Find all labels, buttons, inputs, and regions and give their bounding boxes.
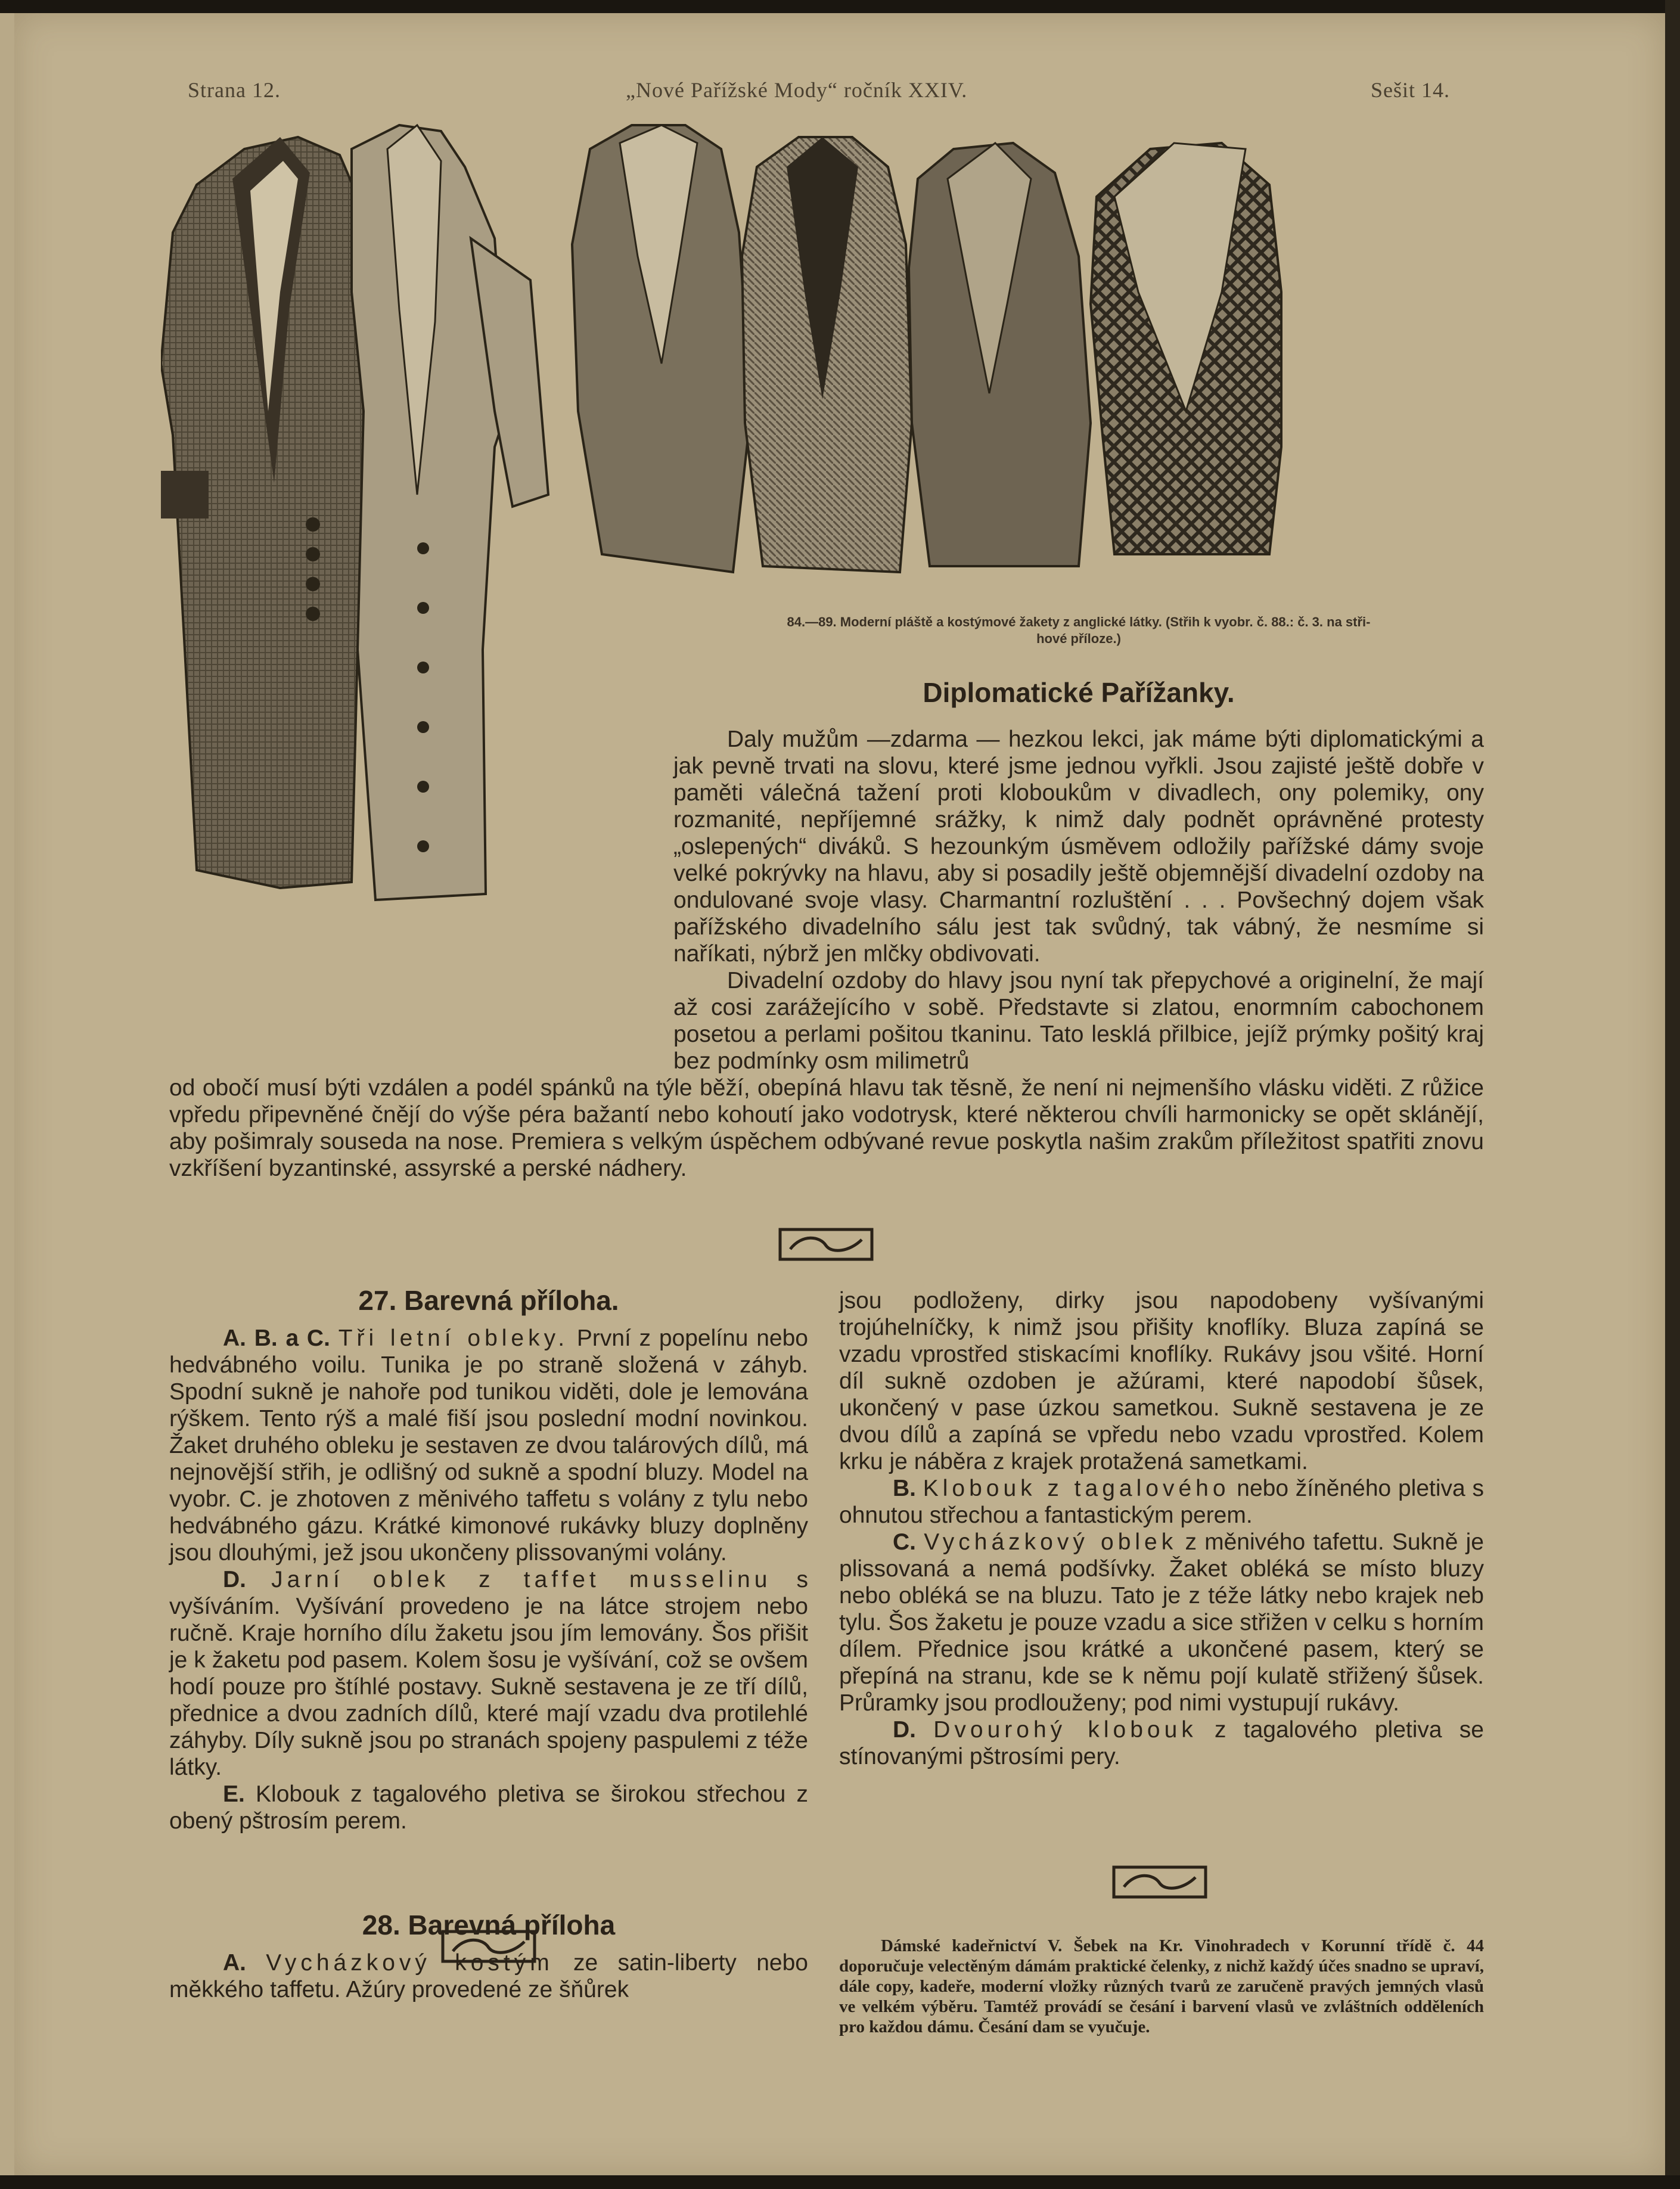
scan-bottom-edge — [0, 2175, 1680, 2189]
d-heading: Jarní oblek z taffet musselinu — [271, 1567, 772, 1592]
section-27-e — [169, 1781, 808, 1834]
c-text: z měnivého tafettu. Sukně je plissovaná a nemá podšívky. Žaket obléká se místo bluzy nebo obléká se na bluzu. Tato je z téže látky nebo krajek neb tylu. Šos žaketu je pouze vzadu a sice střižen v celku s horním dílem. Přednice jsou krátké a ukončené pasem, který se přepíná na stranu, kde se k němu pojí kulatě střižený šůsek. Průramky jsou prodlouženy; pod nimi vystupují rukávy. — [839, 1529, 1484, 1716]
e-label: E. — [223, 1781, 245, 1807]
advertisement-text: Dámské kadeřnictví V. Šebek na Kr. Vinohradech v Korunní třídě č. 44 doporučuje velectěným dámám praktické čelenky, z nichž každý účes snadno se upraví, dále copy, kadeře, moderní vložky různých tvarů ze zaručeně pravých jemných vlasů ve velkém výběru. Tamtéž provádí se česání i barvení vlasů ve zvláštních odděleních pro každou dámu. Česání dam se vyučuje. — [839, 1936, 1484, 2036]
scan-top-edge — [0, 0, 1680, 13]
a-text: ze satin-liberty nebo měkkého taffetu. Ažúry provedené ze šňůrek — [169, 1950, 808, 2002]
ornament-divider — [1112, 1865, 1207, 1899]
a-label: A. — [223, 1950, 246, 1976]
page-number: Strana 12. — [188, 78, 281, 102]
jacket-86 — [572, 125, 751, 572]
article-paragraph-2: Divadelní ozdoby do hlavy jsou nyní tak přepychové a originelní, že mají až cosi zarážejícího v sobě. Představte si zlatou, enormním cabochonem posetou a perlami pošitou tkaninu. Tato lesklá přilbice, jejíž prýmky pošitý kraj bez podmínky osm milimetrů — [673, 968, 1484, 1074]
section-27-title: 27. Barevná příloha. — [358, 1285, 619, 1316]
issue-number: Sešit 14. — [1371, 78, 1451, 102]
ornament-divider — [441, 1930, 536, 1963]
section-28-b — [839, 1475, 1484, 1529]
coat-85 — [352, 125, 548, 900]
b-text: nebo žíněného pletiva s ohnutou střechou a fantastickým perem. — [839, 1476, 1484, 1528]
e-text: Klobouk z tagalového pletiva se širokou střechou z obený pštrosím perem. — [169, 1781, 809, 1834]
ornament-divider — [778, 1228, 874, 1261]
article-body-top — [673, 726, 1484, 1075]
figure-caption — [673, 614, 1484, 647]
caption-line-1: 84.—89. Moderní pláště a kostýmové žakety z anglické látky. (Střih k vyobr. č. 88.: č. 3. na stři- — [787, 614, 1371, 629]
d-text: s vyšíváním. Vyšívání provedeno je na látce strojem nebo ručně. Kraje horního dílu žaketu jsou jím lemovány. Šos přišit je k žaketu pod pasem. Kolem šosu je vyšívání, což se ovšem hodí pouze pro štíhlé postavy. Sukně sestavena je ze tří dílů, přednice a dvou zadních dílů, které mají vzadu dva protilehlé záhyby. Díly sukně jsou po stranách spojeny paspulemi z téže látky. — [169, 1567, 808, 1780]
hairdresser-advertisement — [839, 1936, 1484, 2037]
left-column — [169, 1287, 808, 2003]
article-paragraph-2-continued: od obočí musí býti vzdálen a podél spánků na týle běží, obepíná hlavu tak těsně, že není ni nejmenšího vlásku viděti. Z růžice vpředu připevněné čnějí do výše péra bažantí nebo kohoutí jako vodotrysk, které některou chvíli harmonicky se opět sklánějí, aby pošimraly souseda na nose. Premiera s velkým úspěchem odbývané revue poskytla našim zrakům příležitost spatřiti znovu vzkříšení byzantinské, assyrské a perské nádhery. — [169, 1075, 1484, 1181]
section-27-d — [169, 1566, 808, 1781]
d-text: z tagalového pletiva se stínovanými pštrosími pery. — [839, 1717, 1484, 1769]
section-28-c — [839, 1529, 1484, 1716]
abc-heading: Tři letní obleky. — [338, 1325, 569, 1351]
section-28-title: 28. Barevná příloha — [362, 1909, 616, 1940]
d-label: D. — [223, 1567, 246, 1592]
section-28-d — [839, 1716, 1484, 1770]
coat-84 — [161, 137, 375, 888]
abc-label: A. B. a C. — [223, 1325, 330, 1351]
c-label: C. — [893, 1529, 916, 1555]
c-heading: Vycházkový oblek — [924, 1529, 1178, 1555]
abc-text: První z popelínu nebo hedvábného voilu. Tunika je po straně složená v záhyb. Spodní sukně je nahoře pod tunikou viděti, dole je lemována rýškem. Tento rýš a malé fiší jsou poslední modní novinkou. Žaket druhého obleku je sestaven ze dvou talárových dílů, má nejnovější střih, je odlišný od sukně a spodní bluzy. Model na vyobr. C. je zhotoven z měnivého taffetu s volány z tylu nebo hedvábného gázu. Krátké kimonové rukávky bluzy doplněny jsou dlouhými, jež jsou ukončeny plissovanými volány. — [169, 1325, 808, 1566]
d-label: D. — [893, 1717, 916, 1743]
d-heading: Dvourohý klobouk — [933, 1717, 1197, 1743]
caption-line-2: hové příloze.) — [1036, 631, 1121, 646]
article-title: Diplomatické Pařížanky. — [923, 677, 1235, 708]
a-heading: Vycházkový kostým — [266, 1950, 554, 1976]
right-column — [839, 1287, 1484, 1770]
jacket-89 — [1091, 143, 1281, 554]
section-28-a-continued: jsou podloženy, dirky jsou napodobeny vyšívanými trojúhelníčky, k nimž jsou přišity knoflíky. Bluza zapíná se vzadu vprostřed stiskacími knoflíky. Rukávy jsou všité. Horní díl sukně ozdoben je ažúrami, které napodobí šůsek, ukončený v pase úzkou sametkou. Sukně sestavena je ze dvou dílů a zapíná se vpředu nebo vzadu vprostřed. Kolem krku je náběra z krajek protažená sametkami. — [839, 1288, 1484, 1474]
section-27-abc — [169, 1325, 808, 1566]
jacket-87 — [742, 137, 912, 572]
jacket-88 — [909, 143, 1091, 566]
scan-right-edge — [1665, 0, 1680, 2189]
b-label: B. — [893, 1476, 916, 1501]
article-paragraph-1: Daly mužům —zdarma — hezkou lekci, jak máme býti diplomatickými a jak pevně trvati na slovu, které jsme jednou vyřkli. Jsou zajisté ještě dobře v paměti válečná tažení proti kloboukům v divadlech, ony polemiky, ony rozmanité, nepříjemné srážky, k nimž daly podnět oprávněné protesty „oslepených“ diváků. S hezounkým úsměvem odložily pařížské dámy svoje velké pokrývky na hlavu, aby si posadily ještě objemnější divadelní ozdoby na ondulované svoje vlasy. Charmantní rozluštění . . . Povšechný dojem však pařížského divadelního sálu jest tak svůdný, tak vábný, že nesmíme si naříkati, nýbrž jen mlčky obdivovati. — [673, 726, 1484, 967]
b-heading: Klobouk z tagalového — [923, 1476, 1230, 1501]
magazine-title: „Nové Pařížské Mody“ ročník XXIV. — [626, 78, 968, 102]
